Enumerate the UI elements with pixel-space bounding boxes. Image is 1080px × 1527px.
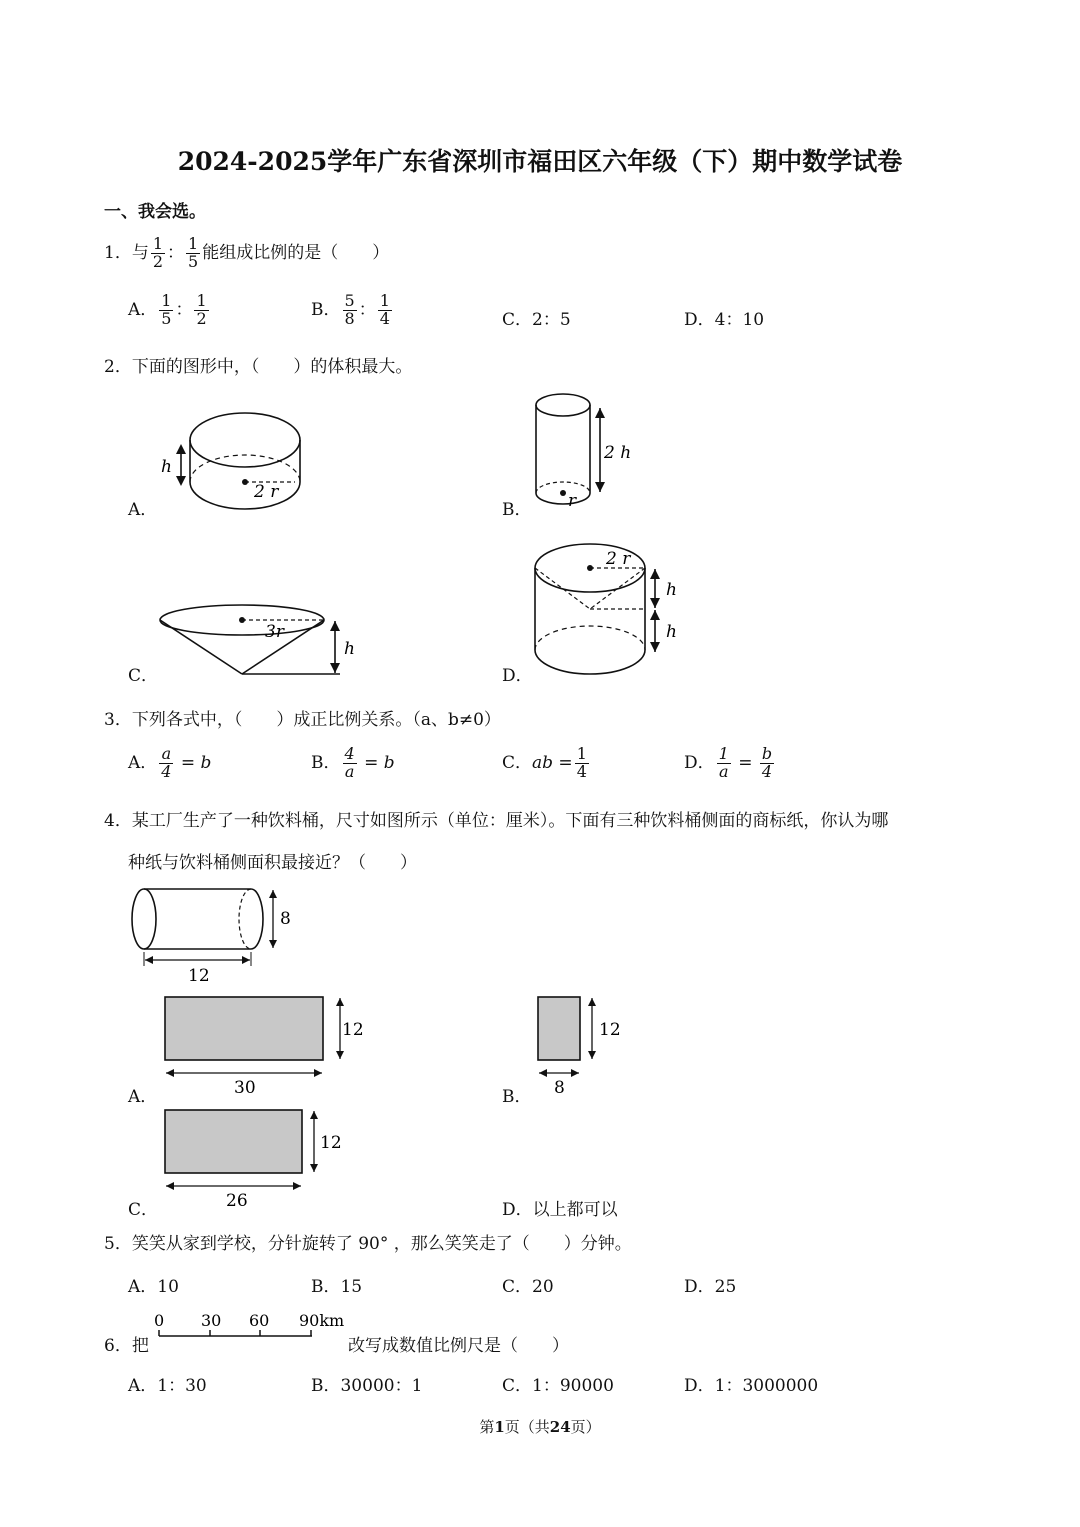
q1-pre: 与 (131, 242, 149, 263)
q4-option-d[interactable]: D．以上都可以 (502, 1200, 618, 1220)
fig-d-h1-label: h (666, 580, 677, 600)
q5-option-b[interactable]: B．15 (311, 1277, 363, 1297)
q5-option-d[interactable]: D．25 (684, 1277, 737, 1297)
q2-option-d[interactable]: D． (502, 666, 533, 686)
question-6-post: 改写成数值比例尺是（ ） (348, 1336, 569, 1356)
paper-a-height-label: 12 (342, 1020, 364, 1040)
question-4-line-2: 种纸与饮料桶侧面积最接近？（ ） (128, 853, 417, 873)
fig-c-r-label: 3r (265, 622, 284, 642)
q4-paper-c (160, 1106, 350, 1211)
ratio-colon: ： (167, 242, 185, 263)
total-pages: 24 (549, 1418, 571, 1436)
question-number: 1． (104, 242, 132, 263)
q2-figure-c-cone (155, 598, 365, 678)
q1-option-d[interactable]: D．4：10 (684, 310, 765, 330)
q6-line-scale (150, 1306, 350, 1346)
q5-option-a[interactable]: A．10 (128, 1277, 179, 1297)
q2-figure-b-cylinder (528, 388, 638, 513)
question-5: 5．笑笑从家到学校，分针旋转了 90° ，那么笑笑走了（ ）分钟。 (104, 1234, 632, 1254)
q6-option-b[interactable]: B．30000：1 (311, 1376, 423, 1396)
q4-option-a[interactable]: A． (128, 1087, 158, 1107)
question-1 (104, 236, 389, 271)
q6-option-a[interactable]: A．1：30 (128, 1376, 207, 1396)
q2-option-b[interactable]: B． (502, 500, 532, 520)
q6-option-c[interactable]: C．1：90000 (502, 1376, 614, 1396)
scale-label-60: 60 (249, 1311, 270, 1330)
paper-c-height-label: 12 (320, 1133, 342, 1153)
fig-d-h2-label: h (666, 622, 677, 642)
current-page: 1 (494, 1418, 505, 1436)
q2-option-c[interactable]: C． (128, 666, 159, 686)
q3-option-b[interactable]: B． $\frac{4}{a}$ = b (311, 744, 395, 781)
q2-option-a[interactable]: A． (128, 500, 158, 520)
fig-a-h-label: h (161, 457, 172, 477)
question-4-line-1: 4．某工厂生产了一种饮料桶，尺寸如图所示（单位：厘米）。下面有三种饮料桶侧面的商标纸，你认为哪 (104, 811, 889, 831)
drum-diameter-label: 8 (280, 909, 291, 929)
q4-option-c[interactable]: C． (128, 1200, 159, 1220)
section-heading: 一、我会选。 (104, 202, 206, 222)
question-6-pre: 6．把 (104, 1336, 149, 1356)
fraction: $\frac{1}{2}$ (152, 234, 164, 271)
page-footer: 第1页（共24页） (479, 1418, 601, 1436)
q3-option-a[interactable]: A． $\frac{a}{4}$ = b (128, 744, 212, 781)
paper-a-width-label: 30 (234, 1078, 256, 1098)
fig-b-h-label: 2 h (604, 443, 632, 463)
scale-label-0: 0 (154, 1311, 165, 1330)
fig-a-r-label: 2 r (254, 482, 279, 502)
paper-b-height-label: 12 (599, 1020, 621, 1040)
page-title: 2024-2025学年广东省深圳市福田区六年级（下）期中数学试卷 (177, 147, 903, 176)
q5-option-c[interactable]: C．20 (502, 1277, 554, 1297)
scale-label-30: 30 (201, 1311, 222, 1330)
question-2: 2．下面的图形中，（ ）的体积最大。 (104, 357, 413, 377)
q1-post: 能组成比例的是（ ） (202, 242, 390, 263)
drum-length-label: 12 (188, 966, 210, 986)
fig-c-h-label: h (344, 639, 355, 659)
paper-c-width-label: 26 (226, 1191, 248, 1211)
question-3: 3．下列各式中，（ ）成正比例关系。（a、b≠0） (104, 710, 501, 730)
scale-label-90km: 90km (299, 1311, 345, 1330)
q4-paper-b (532, 993, 632, 1098)
q4-drum-cylinder (128, 882, 303, 987)
fig-b-r-label: r (568, 491, 577, 511)
q1-option-a[interactable]: A． $\frac{1}{5}$ ： $\frac{1}{2}$ (128, 291, 207, 328)
fig-d-r-label: 2 r (606, 549, 631, 569)
fraction: $\frac{1}{5}$ (188, 234, 199, 271)
q2-figure-a-cylinder (150, 400, 320, 515)
q1-option-b[interactable]: B． $\frac{5}{8}$ ： $\frac{1}{4}$ (311, 291, 390, 328)
q4-option-b[interactable]: B． (502, 1087, 532, 1107)
q6-option-d[interactable]: D．1：3000000 (684, 1376, 819, 1396)
q3-option-d[interactable]: D． $\frac{1}{a}$ = $\frac{b}{4}$ (684, 744, 773, 781)
q4-paper-a (160, 993, 370, 1098)
q3-option-c[interactable]: C．ab = $\frac{1}{4}$ (502, 744, 587, 781)
q1-option-c[interactable]: C．2：5 (502, 310, 571, 330)
paper-b-width-label: 8 (554, 1078, 565, 1098)
q2-figure-d-cylinder-cone (530, 540, 690, 678)
